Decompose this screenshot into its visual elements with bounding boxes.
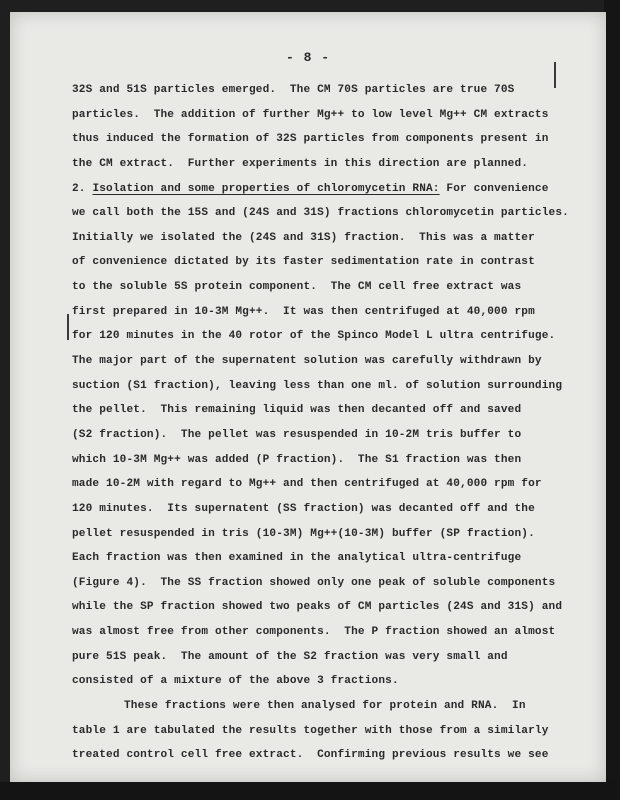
text-line-24: pure 51S peak. The amount of the S2 fraction was very small and [72,650,508,663]
text-line-15: (S2 fraction). The pellet was resuspended in 10-2M tris buffer to [72,428,522,441]
text-line-11: for 120 minutes in the 40 rotor of the Spinco Model L ultra centrifuge. [72,330,556,343]
text-line-4: the CM extract. Further experiments in this direction are planned. [72,157,529,170]
section-number: 2. [72,182,86,195]
text-line-28: treated control cell free extract. Confirming previous results we see [72,749,549,762]
text-line-14: the pellet. This remaining liquid was then decanted off and saved [72,404,522,417]
text-line-22: while the SP fraction showed two peaks of CM particles (24S and 31S) and [72,601,563,614]
text-line-1: 32S and 51S particles emerged. The CM 70S particles are true 70S [72,84,515,96]
text-line-9: to the soluble 5S protein component. The CM cell free extract was [72,281,522,294]
text-line-19: pellet resuspended in tris (10-3M) Mg++(10-3M) buffer (SP fraction). [72,527,535,540]
text-line-26: These fractions were then analysed for protein and RNA. In [124,700,526,713]
text-line-13: suction (S1 fraction), leaving less than one ml. of solution surrounding [72,379,563,392]
text-line-6: we call both the 15S and (24S and 31S) fractions chloromycetin particles. [72,207,569,220]
margin-mark-left [67,314,69,340]
section-heading-line [72,177,592,202]
document-page [10,12,606,782]
section-heading-continuation: For convenience [439,182,549,195]
text-line-8: of convenience dictated by its faster sedimentation rate in contrast [72,256,535,269]
text-line-18: 120 minutes. Its supernatent (SS fraction) was decanted off and the [72,502,535,515]
text-line-7: Initially we isolated the (24S and 31S) fraction. This was a matter [72,231,535,244]
text-line-25: consisted of a mixture of the above 3 fractions. [72,675,399,688]
page-number: - 8 - [285,50,330,65]
text-line-16: which 10-3M Mg++ was added (P fraction). The S1 fraction was then [72,453,522,466]
text-line-3: thus induced the formation of 32S particles from components present in [72,133,549,146]
text-line-20: Each fraction was then examined in the analytical ultra-centrifuge [72,552,522,565]
text-line-27: table 1 are tabulated the results together with those from a similarly [72,724,549,737]
section-heading: Isolation and some properties of chloromycetin RNA: [92,182,440,195]
text-line-12: The major part of the supernatent solution was carefully withdrawn by [72,355,542,368]
scan-border-bottom [0,782,620,800]
text-line-10: first prepared in 10-3M Mg++. It was then centrifuged at 40,000 rpm [72,305,535,318]
text-line-23: was almost free from other components. The P fraction showed an almost [72,626,556,639]
text-line-2: particles. The addition of further Mg++ to low level Mg++ CM extracts [72,108,549,121]
text-line-21: (Figure 4). The SS fraction showed only one peak of soluble components [72,576,556,589]
body-text [72,78,592,768]
text-line-17: made 10-2M with regard to Mg++ and then centrifuged at 40,000 rpm for [72,478,542,491]
scan-border-right [604,0,620,800]
